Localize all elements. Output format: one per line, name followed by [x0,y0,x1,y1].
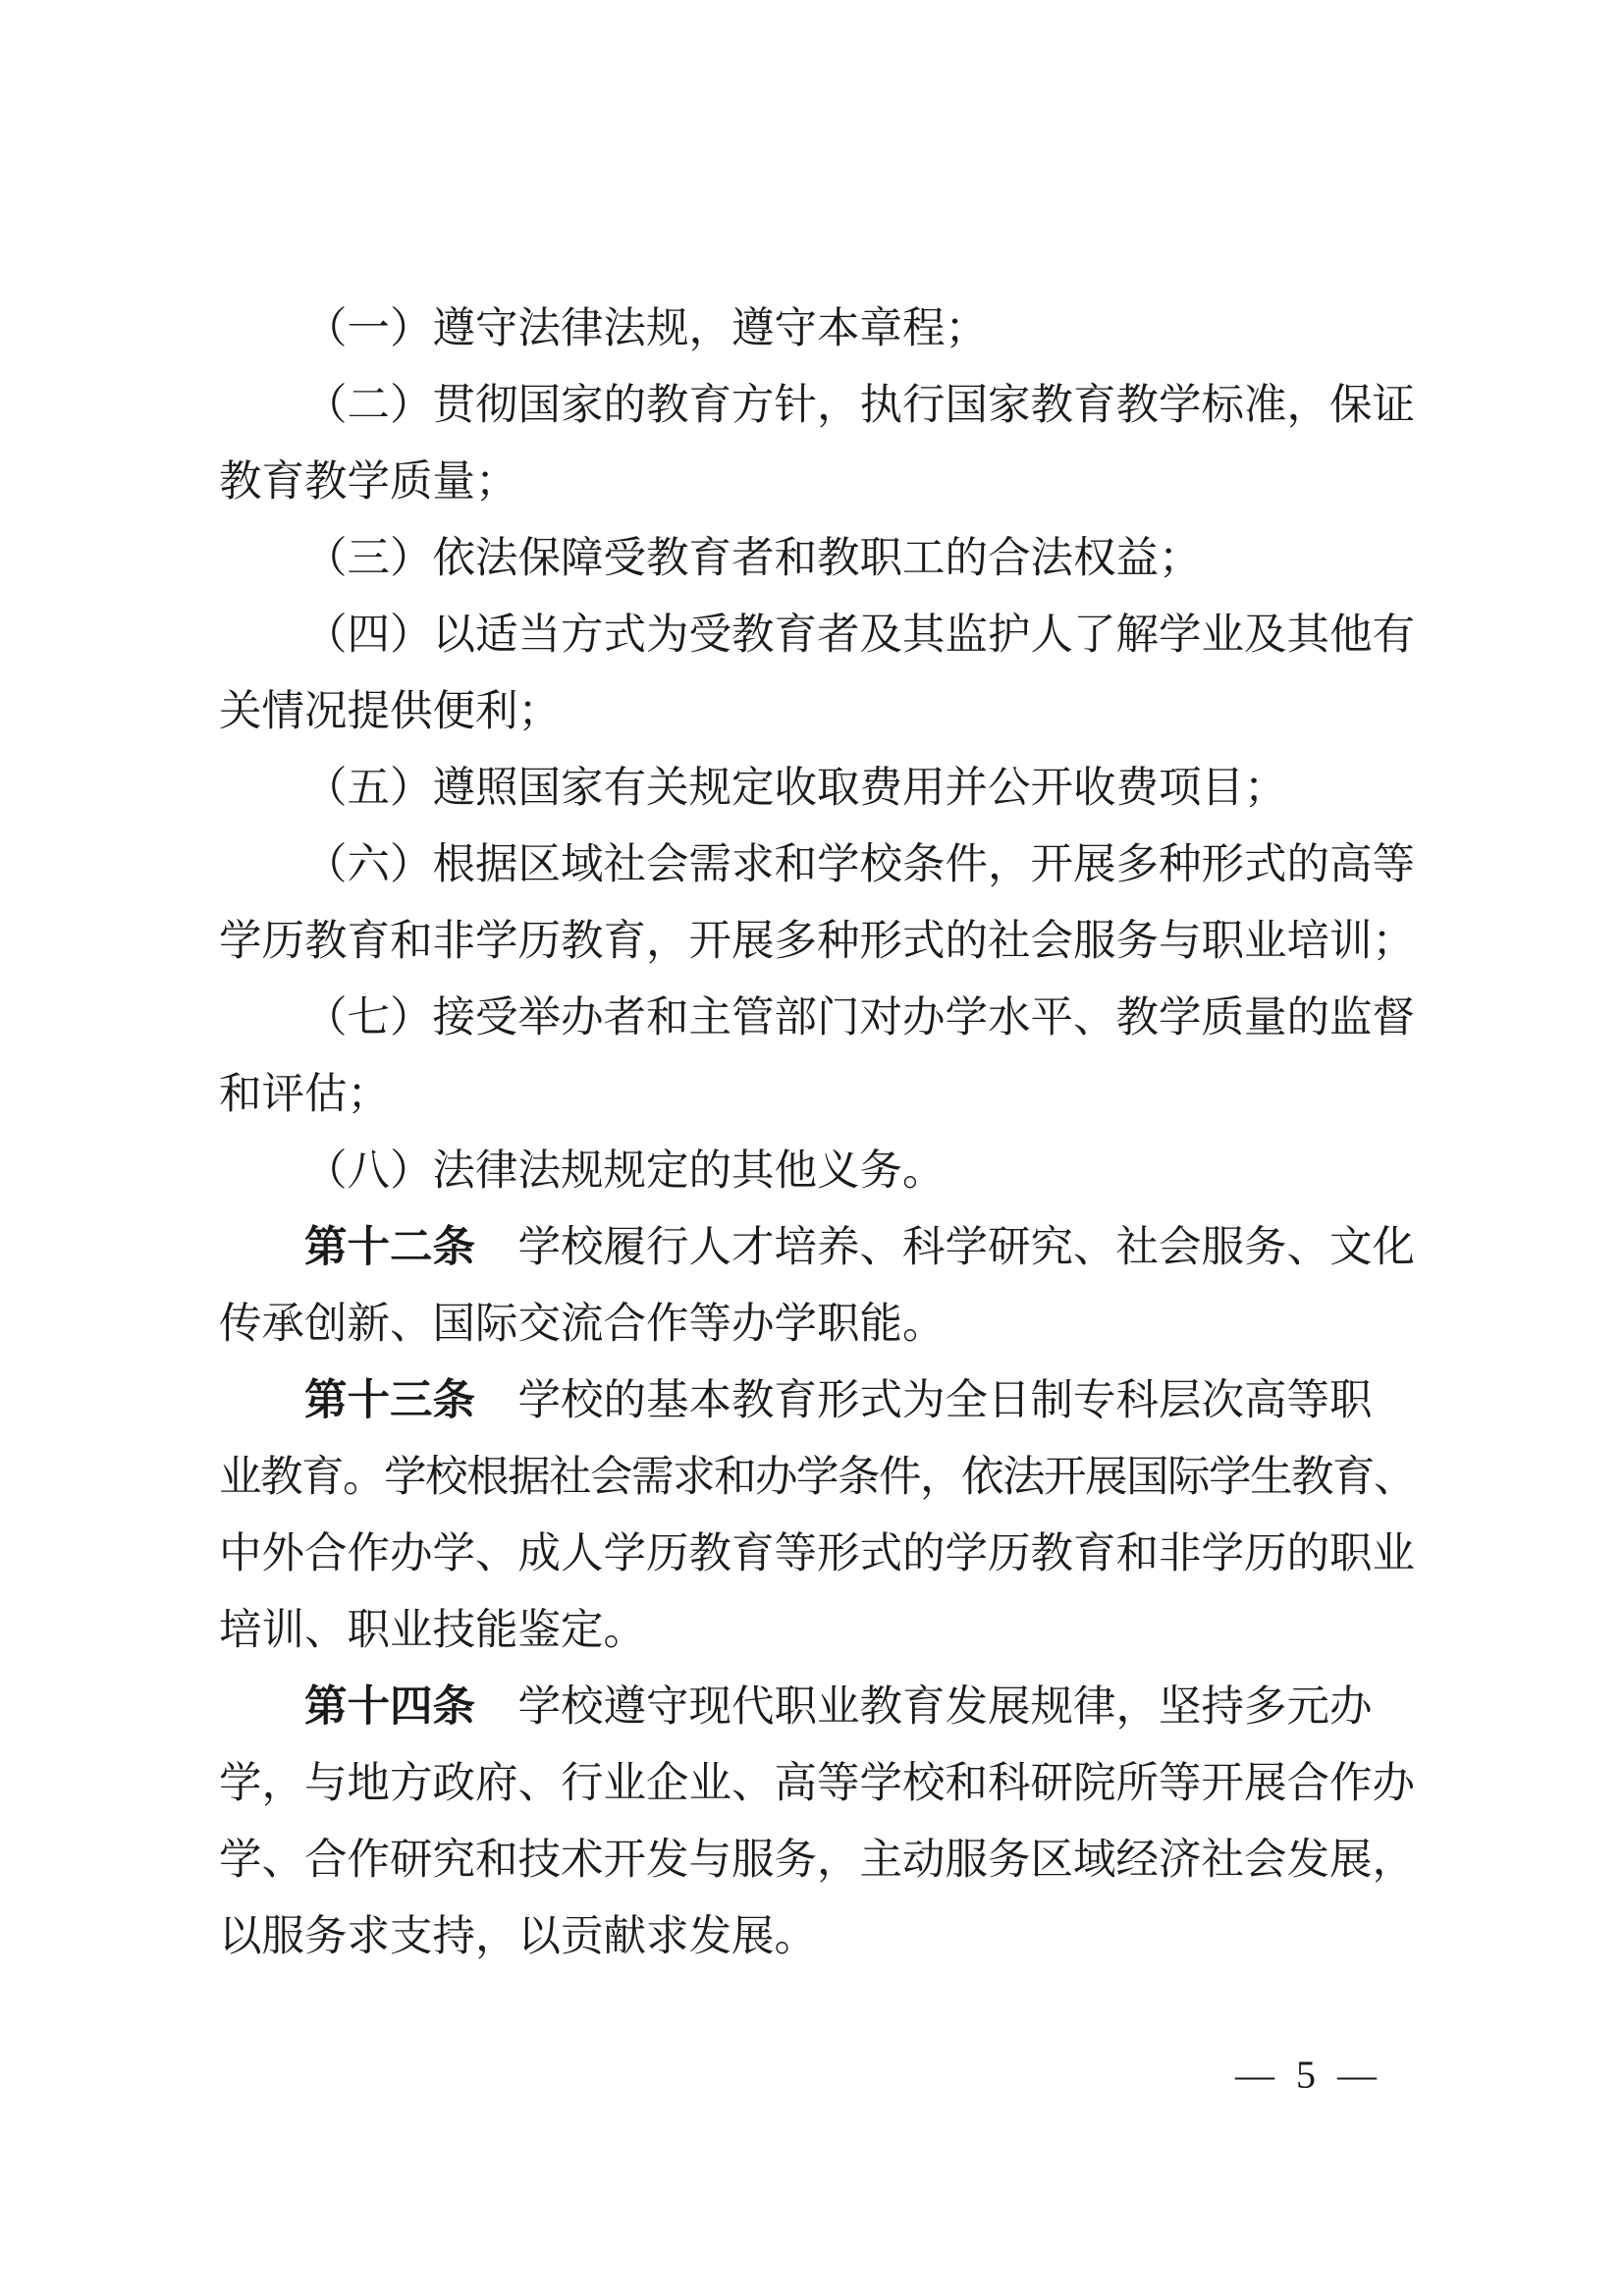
text-line [219,980,1421,1056]
text-line [219,1898,1421,1975]
article-number: 第十二条 [304,1224,475,1271]
text-segment: 学校遵守现代职业教育发展规律，坚持多元办 [475,1683,1373,1731]
text-line [219,1745,1421,1822]
text-line [219,291,1421,367]
text-segment: 学校的基本教育形式为全日制专科层次高等职 [475,1377,1373,1424]
text-segment: 学校履行人才培养、科学研究、社会服务、文化 [475,1224,1415,1271]
text-segment: 教育教学质量； [219,458,518,506]
text-line [219,444,1421,520]
text-line [219,520,1421,597]
article-number: 第十四条 [304,1683,475,1731]
text-segment: （六）根据区域社会需求和学校条件，开展多种形式的高等 [304,841,1415,888]
text-segment: （一）遵守法律法规，遵守本章程； [304,305,988,352]
text-segment: 传承创新、国际交流合作等办学职能。 [219,1301,946,1348]
text-line [219,1592,1421,1669]
text-line [219,750,1421,827]
text-line [219,1286,1421,1362]
article-number: 第十三条 [304,1377,475,1424]
text-segment: 学历教育和非学历教育，开展多种形式的社会服务与职业培训； [219,918,1415,965]
text-line [219,1056,1421,1133]
text-line [219,827,1421,903]
text-line [219,903,1421,980]
text-segment: （二）贯彻国家的教育方针，执行国家教育教学标准，保证 [304,382,1415,429]
text-segment: （五）遵照国家有关规定收取费用并公开收费项目； [304,765,1287,812]
text-segment: 业教育。学校根据社会需求和办学条件，依法开展国际学生教育、 [219,1454,1415,1501]
text-line [219,1362,1421,1439]
text-line [219,1669,1421,1745]
text-segment: 中外合作办学、成人学历教育等形式的学历教育和非学历的职业 [219,1530,1415,1577]
text-segment: 学，与地方政府、行业企业、高等学校和科研院所等开展合作办 [219,1760,1415,1807]
text-line [219,597,1421,673]
text-line [219,673,1421,750]
text-segment: （七）接受举办者和主管部门对办学水平、教学质量的监督 [304,994,1415,1041]
page-number: — 5 — [1235,2053,1378,2097]
text-line [219,1133,1421,1209]
text-line [219,1822,1421,1898]
text-line [219,1209,1421,1286]
text-segment: 学、合作研究和技术开发与服务，主动服务区域经济社会发展， [219,1837,1415,1884]
text-segment: 以服务求支持，以贡献求发展。 [219,1913,817,1960]
text-segment: （四）以适当方式为受教育者及其监护人了解学业及其他有 [304,612,1415,659]
text-segment: （八）法律法规规定的其他义务。 [304,1148,946,1195]
text-line [219,1516,1421,1592]
text-segment: 关情况提供便利； [219,688,561,735]
text-segment: 培训、职业技能鉴定。 [219,1607,646,1654]
text-segment: （三）依法保障受教育者和教职工的合法权益； [304,535,1202,582]
text-line [219,1439,1421,1516]
text-line [219,367,1421,444]
text-segment: 和评估； [219,1071,390,1118]
document-body [219,291,1421,1975]
